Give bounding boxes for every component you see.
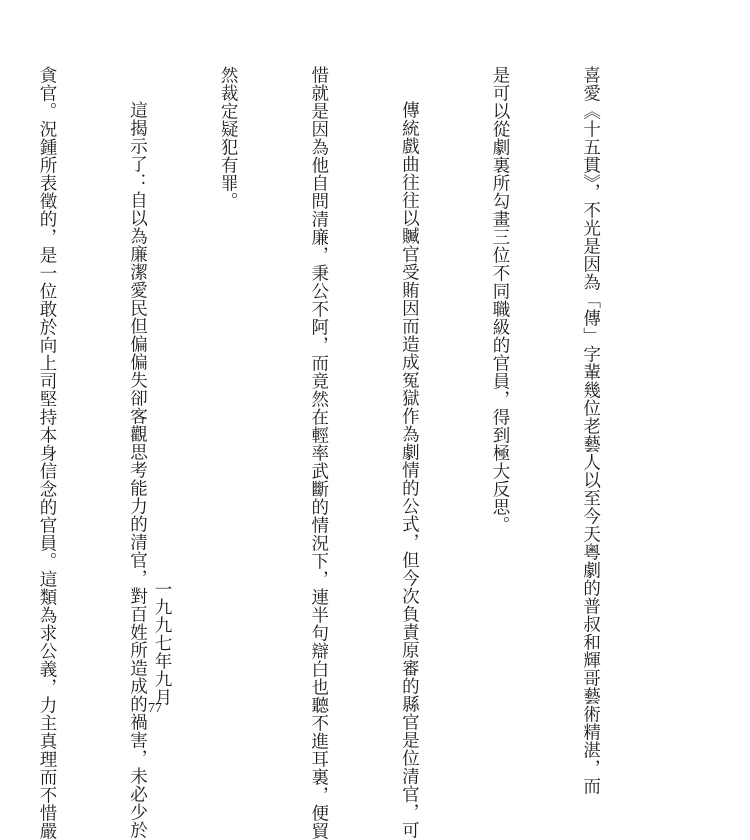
text-line: 喜愛《十五貫》，不光是因為「傳」字輩幾位老藝人以至今天粵劇的普叔和輝哥藝術精湛，而 (580, 66, 601, 796)
text-line: 傳統戲曲往往以贓官受賄因而造成冤獄作為劇情的公式，但今次負責原審的縣官是位清官，可 (399, 101, 420, 839)
text-line: 是可以從劇裏所勾畫三位不同職級的官員，得到極大反思。 (489, 66, 510, 534)
text-line: 這揭示了：自以為廉潔愛民但偏偏失卻客觀思考能力的清官，對百姓所造成的禍害，未必少於 (127, 101, 148, 839)
text-line: 然裁定疑犯有罪。 (218, 66, 239, 210)
text-line: 貪官。況鍾所表徵的，是一位敢於向上司堅持本身信念的官員。這類為求公義，力主真理而不惜嚴 (36, 66, 57, 840)
text-line: 惜就是因為他自問清廉，秉公不阿，而竟然在輕率武斷的情況下，連半句辯白也聽不進耳裏，便貿 (308, 66, 329, 840)
page-number: 77 (148, 701, 162, 716)
date-line: 一九九七年九月 (152, 580, 172, 706)
